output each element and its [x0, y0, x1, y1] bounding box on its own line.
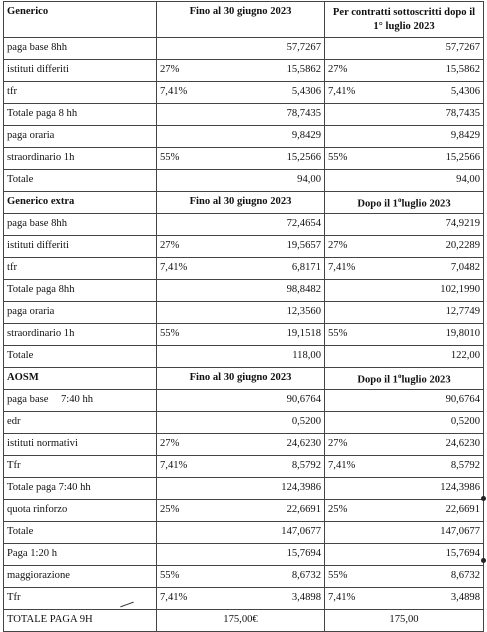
table-row: [4, 214, 484, 236]
column-header-until-june: Fino al 30 giugno 2023: [157, 192, 325, 214]
value-cell: 24,6230: [372, 434, 484, 456]
value-cell: 98,8482: [213, 280, 325, 302]
value-cell: 124,3986: [372, 478, 484, 500]
table-row: [4, 104, 484, 126]
table-row: [4, 82, 484, 104]
row-label: paga base 8hh: [4, 38, 157, 60]
rate-cell: 25%: [325, 500, 372, 522]
value-cell: 19,8010: [372, 324, 484, 346]
value-cell: 147,0677: [213, 522, 325, 544]
value-cell: 90,6764: [213, 390, 325, 412]
rate-cell: 55%: [325, 566, 372, 588]
rate-cell: [325, 478, 372, 500]
table-row: [4, 324, 484, 346]
value-cell: 24,6230: [213, 434, 325, 456]
table-row: [4, 346, 484, 368]
value-cell: 72,4654: [213, 214, 325, 236]
value-cell: 7,0482: [372, 258, 484, 280]
table-row: [4, 236, 484, 258]
value-cell: 15,5862: [213, 60, 325, 82]
row-label: TOTALE PAGA 9H: [4, 610, 157, 632]
value-cell: 19,1518: [213, 324, 325, 346]
value-cell: 3,4898: [213, 588, 325, 610]
value-cell: 15,7694: [213, 544, 325, 566]
rate-cell: 55%: [325, 324, 372, 346]
value-cell: 8,5792: [213, 456, 325, 478]
value-cell: 74,9219: [372, 214, 484, 236]
column-header-after-july: Dopo il 1$^o$luglio 2023: [325, 192, 484, 214]
table-row: [4, 522, 484, 544]
value-cell: 15,7694: [372, 544, 484, 566]
table-row: [4, 434, 484, 456]
value-cell: 9,8429: [372, 126, 484, 148]
section-title: Generico extra: [4, 192, 157, 214]
row-label: quota rinforzo: [4, 500, 157, 522]
rate-cell: 55%: [157, 566, 213, 588]
value-cell: 57,7267: [372, 38, 484, 60]
rate-cell: 7,41%: [325, 588, 372, 610]
table-row: [4, 500, 484, 522]
rate-cell: [157, 280, 213, 302]
value-cell: 15,2566: [213, 148, 325, 170]
value-cell: 78,7435: [213, 104, 325, 126]
row-label: tfr: [4, 258, 157, 280]
section-header-aosm: [4, 368, 484, 390]
value-cell: 3,4898: [372, 588, 484, 610]
rate-cell: [157, 522, 213, 544]
row-label: Totale: [4, 346, 157, 368]
table-row: [4, 302, 484, 324]
rate-cell: 55%: [157, 148, 213, 170]
rate-cell: 27%: [325, 434, 372, 456]
value-cell: 0,5200: [372, 412, 484, 434]
value-cell: 8,6732: [213, 566, 325, 588]
value-cell: 12,7749: [372, 302, 484, 324]
table-row: [4, 148, 484, 170]
table-row: [4, 258, 484, 280]
margin-dot: [481, 496, 486, 501]
value-cell: 90,6764: [372, 390, 484, 412]
value-cell: 124,3986: [213, 478, 325, 500]
table-row: [4, 456, 484, 478]
row-label: maggiorazione: [4, 566, 157, 588]
row-label: Totale paga 8hh: [4, 280, 157, 302]
row-label: istituti differiti: [4, 60, 157, 82]
rate-cell: 7,41%: [157, 588, 213, 610]
rate-cell: [325, 126, 372, 148]
rate-cell: 27%: [157, 434, 213, 456]
rate-cell: [325, 214, 372, 236]
rate-cell: 55%: [157, 324, 213, 346]
value-cell: 122,00: [372, 346, 484, 368]
rate-cell: [325, 104, 372, 126]
rate-cell: 27%: [157, 236, 213, 258]
rate-cell: [157, 104, 213, 126]
rate-cell: [157, 412, 213, 434]
row-label: Tfr: [4, 588, 157, 610]
rate-cell: 7,41%: [325, 82, 372, 104]
value-cell: 20,2289: [372, 236, 484, 258]
rate-cell: [157, 38, 213, 60]
table-row: [4, 478, 484, 500]
value-cell: 94,00: [372, 170, 484, 192]
table-row: [4, 60, 484, 82]
value-cell: 12,3560: [213, 302, 325, 324]
section-header-generico: [4, 2, 484, 38]
value-cell: 0,5200: [213, 412, 325, 434]
value-cell: 5,4306: [213, 82, 325, 104]
value-cell: 175,00€: [157, 610, 325, 632]
rate-cell: [157, 478, 213, 500]
rate-cell: [325, 170, 372, 192]
column-header-until-june: Fino al 30 giugno 2023: [157, 2, 325, 38]
row-label: Totale paga 8 hh: [4, 104, 157, 126]
rate-cell: [157, 346, 213, 368]
margin-dot: [481, 558, 486, 563]
rate-cell: [325, 544, 372, 566]
table-row-total-9h: [4, 610, 484, 632]
row-label: istituti differiti: [4, 236, 157, 258]
row-label: istituti normativi: [4, 434, 157, 456]
rate-cell: 55%: [325, 148, 372, 170]
section-header-generico-extra: [4, 192, 484, 214]
row-label: Totale: [4, 170, 157, 192]
value-cell: 118,00: [213, 346, 325, 368]
rate-cell: [157, 126, 213, 148]
table-row: [4, 544, 484, 566]
value-cell: 9,8429: [213, 126, 325, 148]
value-cell: 78,7435: [372, 104, 484, 126]
rate-cell: [157, 390, 213, 412]
rate-cell: 27%: [325, 236, 372, 258]
row-label: paga oraria: [4, 126, 157, 148]
rate-cell: [325, 390, 372, 412]
rate-cell: 7,41%: [157, 82, 213, 104]
value-cell: 6,8171: [213, 258, 325, 280]
rate-cell: [157, 544, 213, 566]
rate-cell: [157, 302, 213, 324]
table-row: [4, 566, 484, 588]
pay-rates-table: [3, 1, 484, 632]
value-cell: 15,2566: [372, 148, 484, 170]
value-cell: 19,5657: [213, 236, 325, 258]
table-row: [4, 412, 484, 434]
row-label: straordinario 1h: [4, 148, 157, 170]
rate-cell: [157, 170, 213, 192]
value-cell: 22,6691: [372, 500, 484, 522]
value-cell: 57,7267: [213, 38, 325, 60]
rate-cell: [325, 346, 372, 368]
row-label: Totale: [4, 522, 157, 544]
row-label: Paga 1:20 h: [4, 544, 157, 566]
rate-cell: 25%: [157, 500, 213, 522]
value-cell: 102,1990: [372, 280, 484, 302]
rate-cell: 27%: [325, 60, 372, 82]
value-cell: 94,00: [213, 170, 325, 192]
value-cell: 175,00: [325, 610, 484, 632]
row-label: straordinario 1h: [4, 324, 157, 346]
value-cell: 5,4306: [372, 82, 484, 104]
row-label: Tfr: [4, 456, 157, 478]
row-label: paga base 8hh: [4, 214, 157, 236]
table-row: [4, 280, 484, 302]
table-row: [4, 170, 484, 192]
value-cell: 15,5862: [372, 60, 484, 82]
table-row: [4, 38, 484, 60]
row-label: paga base 7:40 hh: [4, 390, 157, 412]
rate-cell: 7,41%: [157, 456, 213, 478]
value-cell: 8,6732: [372, 566, 484, 588]
section-title: Generico: [4, 2, 157, 38]
value-cell: 8,5792: [372, 456, 484, 478]
column-header-until-june: Fino al 30 giugno 2023: [157, 368, 325, 390]
value-cell: 147,0677: [372, 522, 484, 544]
section-title: AOSM: [4, 368, 157, 390]
rate-cell: [325, 302, 372, 324]
rate-cell: [325, 38, 372, 60]
rate-cell: 7,41%: [325, 456, 372, 478]
table-row: [4, 588, 484, 610]
rate-cell: [325, 412, 372, 434]
row-label: paga oraria: [4, 302, 157, 324]
rate-cell: 7,41%: [325, 258, 372, 280]
table-row: [4, 390, 484, 412]
row-label: edr: [4, 412, 157, 434]
row-label: tfr: [4, 82, 157, 104]
rate-cell: 27%: [157, 60, 213, 82]
rate-cell: 7,41%: [157, 258, 213, 280]
value-cell: 22,6691: [213, 500, 325, 522]
column-header-after-july: Per contratti sottoscritti dopo il 1° luglio 2023: [325, 2, 484, 38]
table-row: [4, 126, 484, 148]
rate-cell: [325, 280, 372, 302]
column-header-after-july: Dopo il 1$^o$luglio 2023: [325, 368, 484, 390]
rate-cell: [157, 214, 213, 236]
rate-cell: [325, 522, 372, 544]
row-label: Totale paga 7:40 hh: [4, 478, 157, 500]
